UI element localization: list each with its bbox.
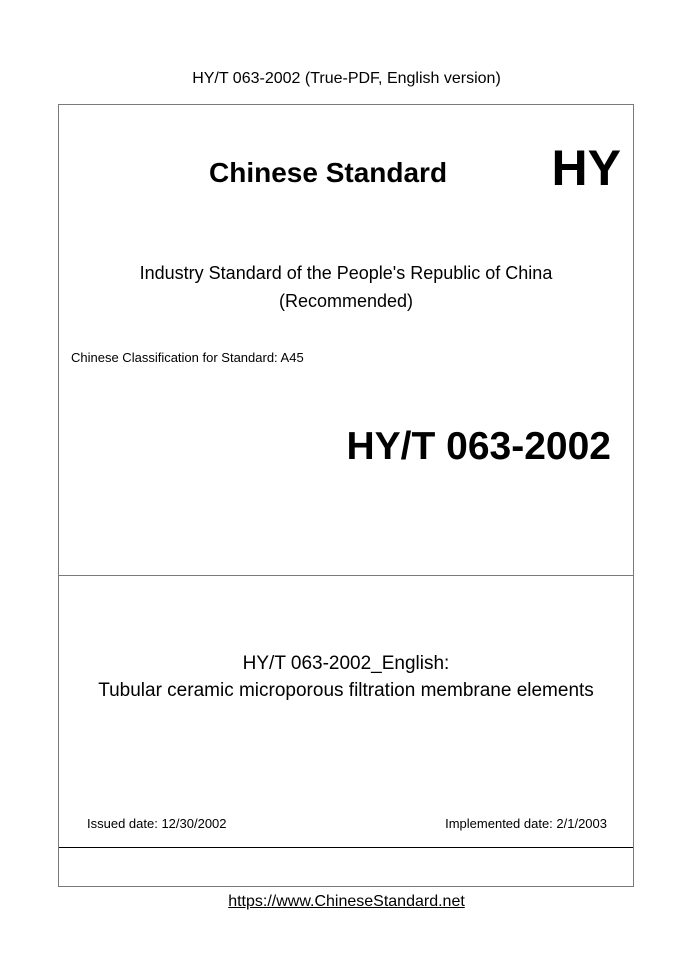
industry-line-2: (Recommended) — [278, 291, 414, 311]
industry-statement — [59, 259, 633, 315]
cover-mid-section — [59, 576, 633, 848]
industry-line-1: Industry Standard of the People's Republic of China — [139, 263, 553, 283]
document-title-line-1: HY/T 063-2002_English: — [242, 653, 450, 674]
standard-code-mark: HY — [551, 140, 621, 196]
website-link[interactable]: https://www.ChineseStandard.net — [228, 893, 465, 910]
page-header: HY/T 063-2002 (True-PDF, English version) — [192, 70, 501, 87]
cover-bottom-section — [59, 848, 633, 886]
standard-number: HY/T 063-2002 — [346, 425, 611, 468]
document-title — [59, 650, 633, 704]
cover-top-section — [59, 105, 633, 576]
implemented-date: Implemented date: 2/1/2003 — [445, 816, 607, 831]
classification-label: Chinese Classification for Standard: A45 — [71, 350, 304, 365]
issued-date: Issued date: 12/30/2002 — [87, 816, 227, 831]
document-title-line-2: Tubular ceramic microporous filtration membrane elements — [98, 680, 594, 701]
cover-title: Chinese Standard — [209, 157, 448, 188]
cover-frame — [58, 104, 634, 887]
